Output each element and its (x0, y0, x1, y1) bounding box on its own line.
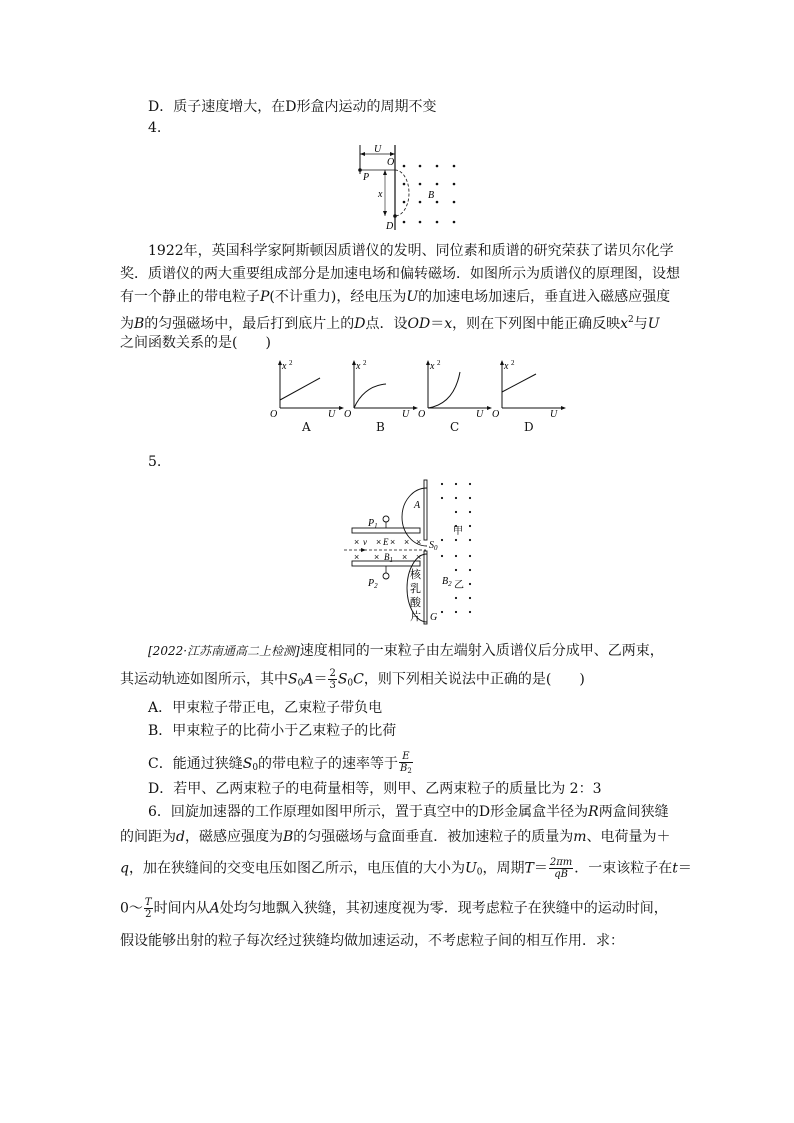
q4-number: 4. (148, 120, 162, 136)
svg-text:×: × (404, 537, 410, 547)
svg-text:乳: 乳 (410, 582, 421, 595)
q5-option-b[interactable]: B．甲束粒子的比荷小于乙束粒子的比荷 (148, 723, 397, 739)
q4-graph-c-y-sup: 2 (437, 359, 441, 367)
q4-graph-a-y-label: x (282, 361, 287, 372)
svg-text:×: × (390, 537, 396, 547)
q5-fig-label-b1: $B_1$ (384, 552, 393, 564)
q4-fig-label-o: O (387, 157, 395, 168)
q4-graph-d-y-label: x (504, 361, 509, 372)
q5-option-c[interactable]: C．能通过狭缝$S_0$的带电粒子的速率等于 $\frac{E}{B_2}$ (148, 751, 412, 775)
q5-fraction: $\frac{2}{3}$ (329, 668, 336, 691)
q5-fig-label-e: E (383, 537, 389, 547)
q5-option-d[interactable]: D．若甲、乙两束粒子的电荷量相等，则甲、乙两束粒子的质量比为 2：3 (148, 781, 602, 797)
q6-line-5: 假设能够出射的粒子每次经过狭缝均做加速运动，不考虑粒子间的相互作用．求： (120, 933, 624, 949)
q6-line-4: 0～ $\frac{T}{2}$ 时间内从A处均匀地飘入狭缝，其初速度视为零．现考虑粒子在狭缝中的运动时间， (120, 897, 668, 920)
q4-graph-b[interactable] (342, 356, 420, 434)
q5-mass-spectrometer-figure (340, 476, 490, 630)
q6-line-2: 的间距为d，磁感应强度为B的匀强磁场与盒面垂直．被加速粒子的质量为m、电荷量为＋ (120, 829, 671, 845)
q4-graph-c-label: C (450, 420, 460, 434)
q4-graph-c-x-label: U (476, 409, 484, 418)
q5-stem-line-1: [2022·江苏南通高二上检测]速度相同的一束粒子由左端射入质谱仪后分成甲、乙两束， (148, 643, 664, 659)
q4-graph-b-y-sup: 2 (363, 359, 367, 367)
q5-source: [2022·江苏南通高二上检测] (148, 644, 300, 658)
q4-fig-label-u: U (374, 144, 382, 155)
q4-graph-b-origin: O (344, 409, 352, 418)
q5-fig-label-jia: 甲 (453, 526, 463, 537)
q4-fig-label-p: P (363, 172, 370, 183)
svg-text:×: × (416, 537, 422, 547)
q4-graph-b-x-label: U (402, 409, 410, 418)
q5-fig-label-p1: $P_1$ (368, 518, 378, 530)
q5-fig-label-a: A (414, 500, 421, 511)
q4-graph-d-y-sup: 2 (511, 359, 515, 367)
q4-graph-b-label: B (376, 420, 385, 434)
q6-line-1: 6．回旋加速器的工作原理如图甲所示，置于真空中的D形金属盒半径为R两盒间狭缝 (148, 804, 669, 820)
q5-fig-label-s0: $S_0$ (429, 540, 438, 552)
q4-stem-line-1: 1922年，英国科学家阿斯顿因质谱仪的发明、同位素和质谱的研究荣获了诺贝尔化学 (148, 243, 674, 259)
svg-text:×: × (416, 552, 422, 562)
q4-fig-label-d: D (386, 221, 394, 232)
q4-graph-a-y-sup: 2 (289, 359, 293, 367)
q4-graph-a[interactable] (268, 356, 346, 434)
q3-option-d: D．质子速度增大，在D形盒内运动的周期不变 (148, 99, 437, 115)
q4-graph-a-label: A (302, 420, 311, 434)
svg-text:×: × (376, 537, 382, 547)
q5-fig-label-p2: $P_2$ (368, 578, 378, 590)
q4-graph-d-x-label: U (550, 409, 558, 418)
q4-mass-spectrometer-figure (350, 140, 470, 232)
q4-graph-a-x-label: U (328, 409, 336, 418)
q4-graph-d[interactable] (490, 356, 568, 434)
q4-graph-c[interactable] (416, 356, 494, 434)
svg-text:×: × (374, 552, 380, 562)
q6-line-3: q，加在狭缝间的交变电压如图乙所示，电压值的大小为$U_0$，周期T＝ $\frac{2\pi m}{qB}$ ．一束该粒子在t＝ (120, 857, 692, 880)
svg-text:×: × (402, 552, 408, 562)
q4-stem-line-2: 奖．质谱仪的两大重要组成部分是加速电场和偏转磁场．如图所示为质谱仪的原理图，设想 (120, 266, 680, 282)
q4-graph-b-y-label: x (356, 361, 361, 372)
q4-graph-d-origin: O (492, 409, 500, 418)
q6-period-fraction: $\frac{2\pi m}{qB}$ (549, 857, 573, 880)
q5-fig-label-v: v (363, 537, 367, 547)
q4-stem-line-3: 有一个静止的带电粒子P(不计重力)，经电压为U的加速电场加速后，垂直进入磁感应强度 (120, 289, 671, 305)
q4-graph-a-origin: O (270, 409, 278, 418)
q5-fig-label-g: G (430, 612, 438, 623)
svg-text:片: 片 (410, 610, 421, 623)
svg-text:酸: 酸 (410, 596, 421, 609)
q5-stem-line-2: 其运动轨迹如图所示，其中$S_0A=$ $\frac{2}{3}$ $S_0C$，则下列相关说法中正确的是( ) (120, 668, 585, 691)
q6-half-period-fraction: $\frac{T}{2}$ (144, 897, 152, 920)
svg-text:×: × (354, 537, 360, 547)
q4-stem-line-4: 为B的匀强磁场中，最后打到底片上的D点．设OD＝x，则在下列图中能正确反映$x^2$与U (120, 315, 660, 332)
q5-fig-label-yi: 乙 (454, 580, 464, 591)
q4-stem-line-5: 之间函数关系的是( ) (120, 335, 271, 351)
q5-option-a[interactable]: A．甲束粒子带正电，乙束粒子带负电 (148, 700, 383, 716)
q4-graph-c-y-label: x (430, 361, 435, 372)
q4-graph-c-origin: O (418, 409, 426, 418)
q4-graph-d-label: D (524, 420, 534, 434)
q4-fig-label-x: x (378, 189, 383, 200)
q5-fig-label-b2: $B_2$ (442, 576, 452, 588)
q4-fig-label-b: B (428, 190, 435, 201)
q5-number: 5. (148, 454, 162, 470)
q5-fig-label-film (410, 567, 422, 623)
svg-text:×: × (354, 552, 360, 562)
svg-text:核: 核 (410, 568, 421, 581)
